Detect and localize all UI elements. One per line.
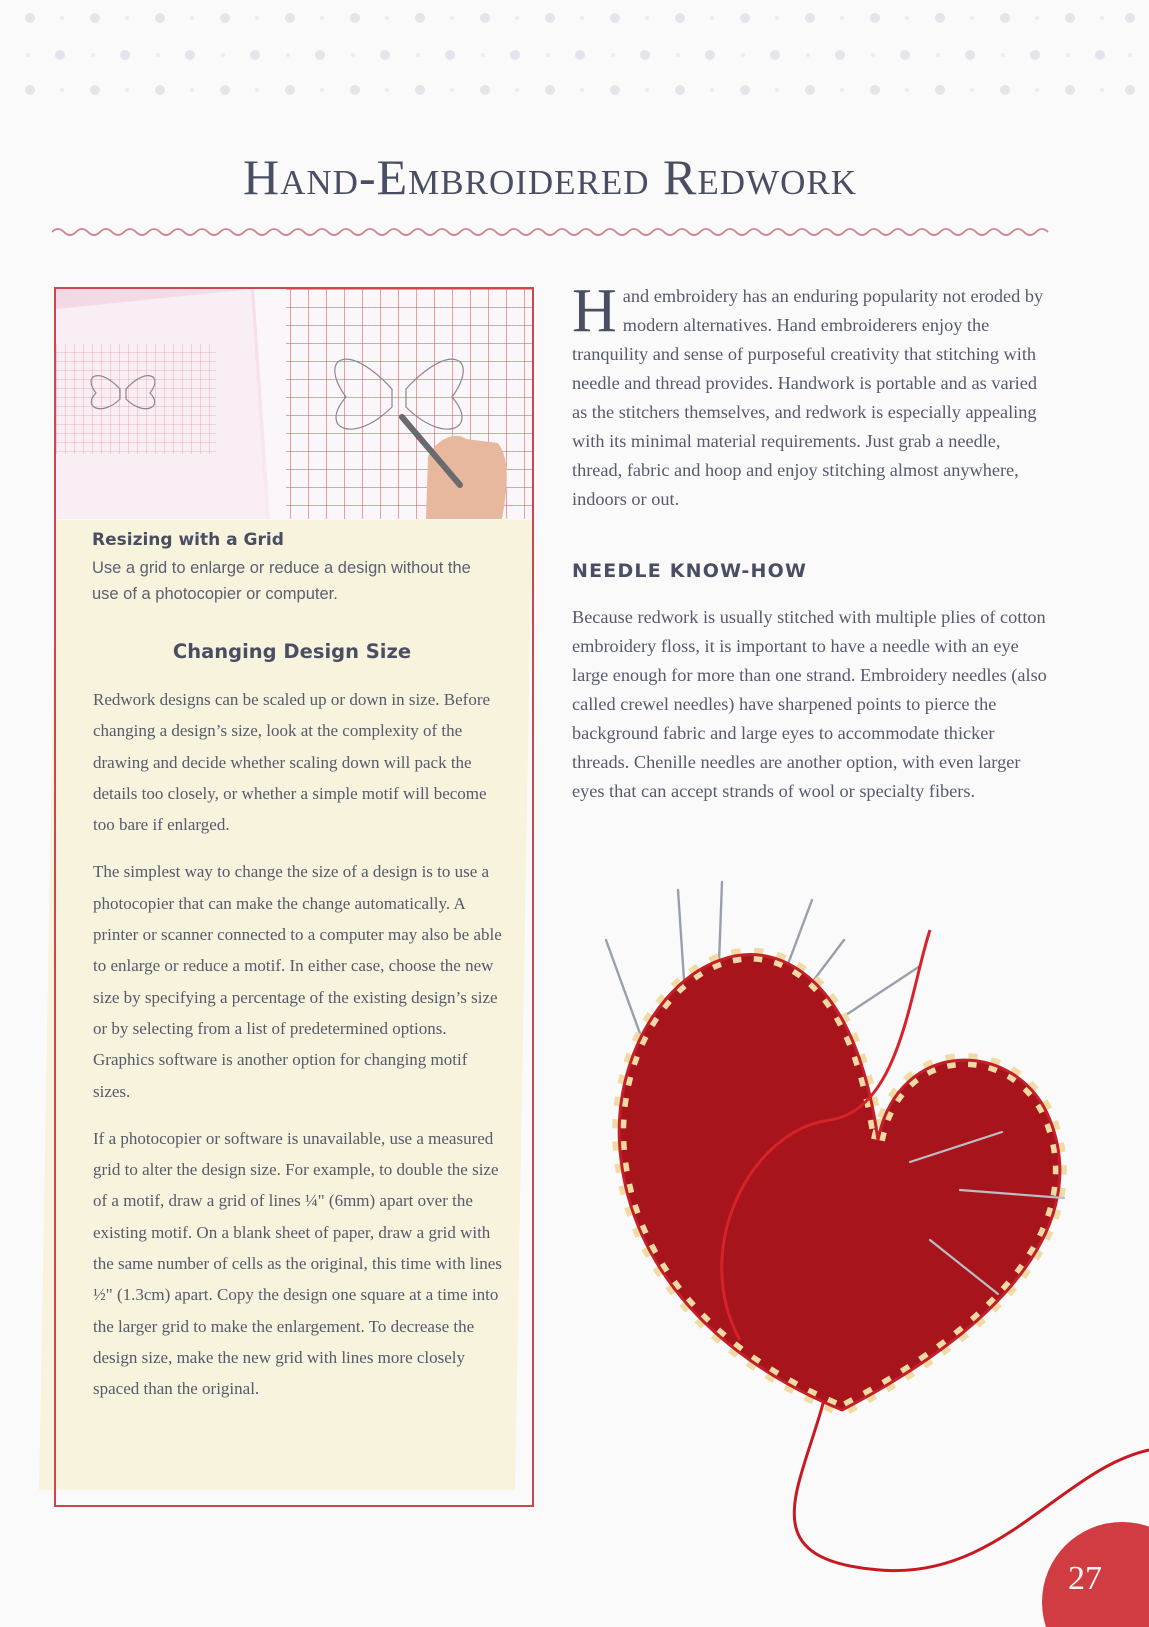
page-number: 27 (1068, 1560, 1102, 1597)
sidebar-paragraph: If a photocopier or software is unavailable, use a measured grid to alter the design size. For example, to double the size of a motif, draw a grid of lines ¼" (6mm) apart over the existing motif. On a blank sheet of paper, draw a grid with the same number of cells as the original, this time with lines ½" (1.3cm) apart. Copy the design one square at a time into the larger grid to make the enlargement. To decrease the design size, make the new grid with lines more closely spaced than the original. (93, 1128, 502, 1399)
intro-text-block (572, 277, 1050, 514)
caption-title: Resizing with a Grid (92, 530, 284, 550)
section-body (572, 603, 1050, 806)
grid-resizing-photo (56, 289, 532, 519)
page-title: Hand-Embroidered Redwork (243, 149, 857, 205)
heart-pincushion-photo (580, 870, 1149, 1627)
flower-dot-pattern (0, 0, 1149, 110)
sidebar-body (93, 684, 503, 1421)
section-text: Because redwork is usually stitched with multiple plies of cotton embroidery floss, it is important to have a needle with an eye large enough for more than one strand. Embroidery needles (also called crewel needles) have sharpened points to pierce the background fabric and large eyes to accommodate thicker threads. Chenille needles are another option, with even larger eyes that can accept strands of wool or specialty fibers. (572, 607, 1047, 801)
wavy-divider (52, 225, 1050, 239)
sidebar-heading: Changing Design Size (172, 640, 412, 663)
section-heading: NEEDLE KNOW-HOW (572, 560, 808, 582)
caption-text: Use a grid to enlarge or reduce a design without the use of a photocopier or computer. (92, 559, 471, 603)
intro-text: and embroidery has an enduring popularity not eroded by modern alternatives. Hand embroiderers enjoy the tranquility and sense of purposeful creativity that stitching with needle and thread provides. Handwork is portable and as varied as the stitchers themselves, and redwork is especially appealing with its minimal material requirements. Just grab a needle, thread, fabric and hoop and enjoy stitching almost anywhere, indoors or out. (572, 286, 1044, 509)
sidebar-paragraph: Redwork designs can be scaled up or down in size. Before changing a design’s size, look at the complexity of the drawing and decide whether scaling down will pack the details too closely, or whether a simple motif will become too bare if enlarged. (93, 690, 491, 835)
drop-cap: H (572, 277, 617, 345)
sidebar-paragraph: The simplest way to change the size of a design is to use a photocopier that can make the change automatically. A printer or scanner connected to a computer may also be able to enlarge or reduce a motif. In either case, choose the new size by specifying a percentage of the existing design’s size or by selecting from a list of predetermined options. Graphics software is another option for changing motif sizes. (93, 862, 502, 1101)
